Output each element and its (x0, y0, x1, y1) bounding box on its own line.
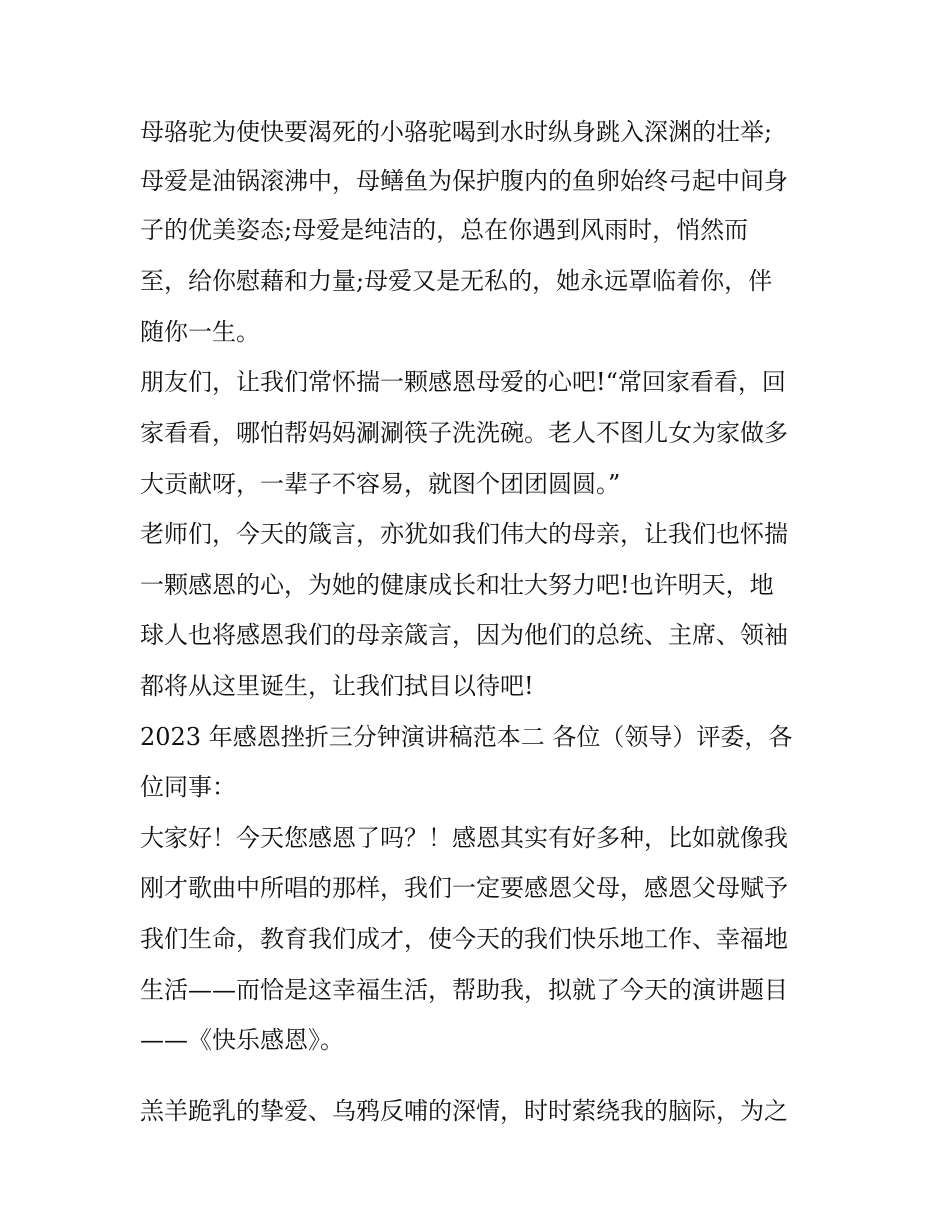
section-heading-line: 位同事： (140, 773, 236, 801)
text-line: ——《快乐感恩》。 (140, 1026, 344, 1054)
text-line: 大贡献呀，一辈子不容易，就图个团团圆圆。” (140, 470, 621, 498)
section-heading-line: 2023 年感恩挫折三分钟演讲稿范本二 各位（领导）评委，各 (140, 723, 793, 751)
text-line: 球人也将感恩我们的母亲箴言，因为他们的总统、主席、领袖 (140, 621, 788, 649)
text-line: 朋友们，让我们常怀揣一颗感恩母爱的心吧!“常回家看看，回 (140, 368, 786, 396)
text-line: 羔羊跪乳的挚爱、乌鸦反哺的深情，时时萦绕我的脑际，为之 (140, 1097, 788, 1125)
text-line: 一颗感恩的心，为她的健康成长和壮大努力吧!也许明天，地 (140, 571, 774, 599)
text-line: 都将从这里诞生，让我们拭目以待吧! (140, 672, 534, 700)
text-line: 老师们，今天的箴言，亦犹如我们伟大的母亲，让我们也怀揣 (140, 520, 788, 548)
text-line: 生活——而恰是这幸福生活，帮助我，拟就了今天的演讲题目 (140, 976, 788, 1004)
text-line: 母骆驼为使快要渴死的小骆驼喝到水时纵身跳入深渊的壮举; (140, 118, 773, 146)
text-line: 家看看，哪怕帮妈妈涮涮筷子洗洗碗。老人不图儿女为家做多 (140, 419, 788, 447)
text-line: 刚才歌曲中所唱的那样，我们一定要感恩父母，感恩父母赋予 (140, 874, 788, 902)
text-line: 母爱是油锅滚沸中，母鳝鱼为保护腹内的鱼卵始终弓起中间身 (140, 167, 788, 195)
text-line: 随你一生。 (140, 318, 260, 346)
text-line: 大家好！今天您感恩了吗？！感恩其实有好多种，比如就像我 (140, 824, 788, 852)
text-line: 至，给你慰藉和力量;母爱又是无私的，她永远罩临着你，伴 (140, 267, 773, 295)
text-line: 我们生命，教育我们成才，使今天的我们快乐地工作、幸福地 (140, 925, 788, 953)
text-line: 子的优美姿态;母爱是纯洁的，总在你遇到风雨时，悄然而 (140, 216, 749, 244)
